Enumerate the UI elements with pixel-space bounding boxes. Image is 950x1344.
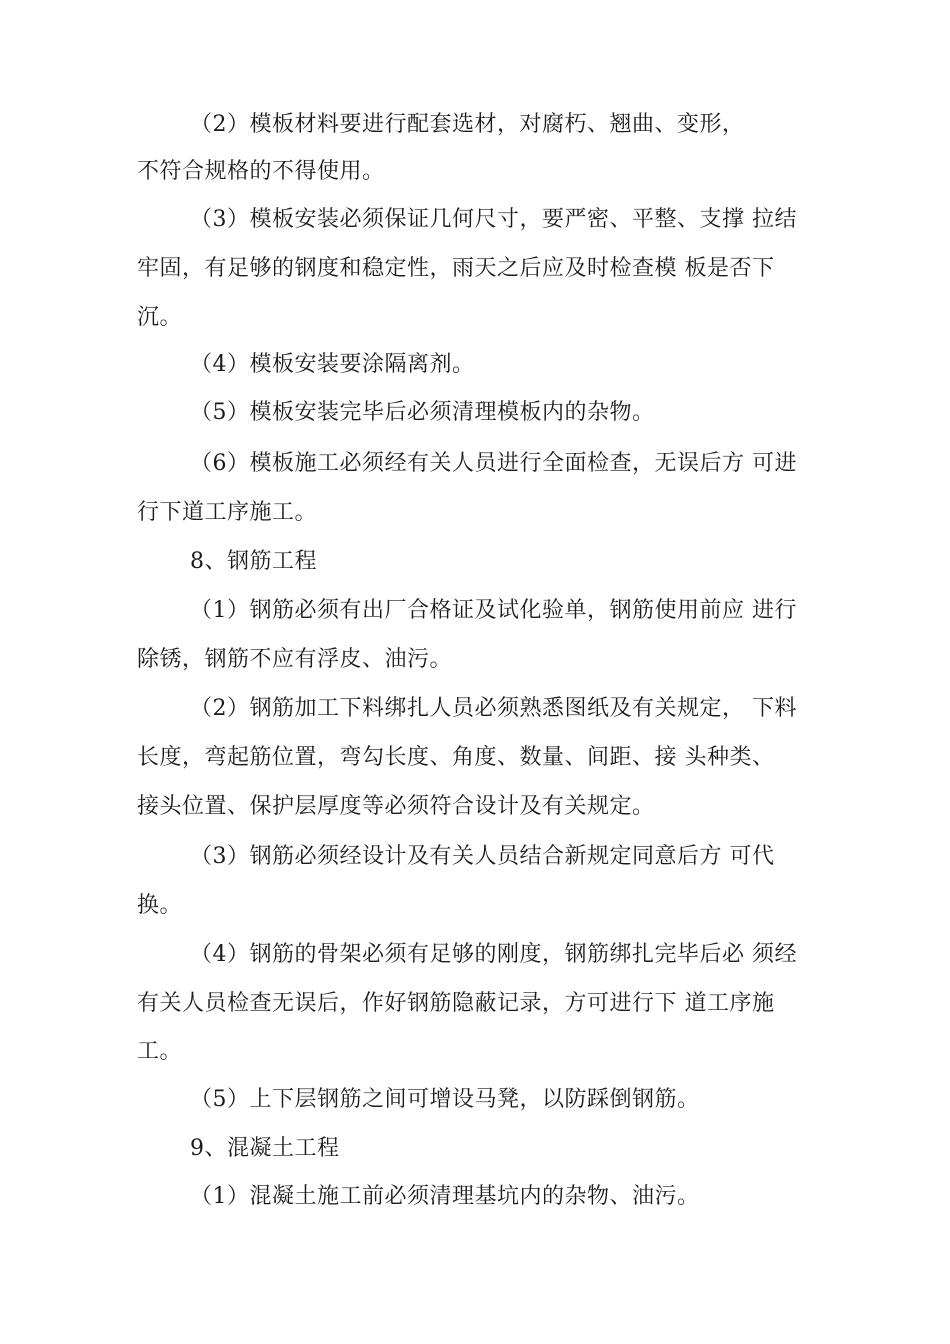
paragraph-line: （2）模板材料要进行配套选材，对腐朽、翘曲、变形， bbox=[190, 112, 745, 137]
paragraph-line: 不符合规格的不得使用。 bbox=[137, 159, 385, 184]
paragraph-line: 换。 bbox=[137, 893, 183, 918]
paragraph-line: 沉。 bbox=[137, 305, 183, 330]
paragraph-line: 工。 bbox=[137, 1039, 183, 1064]
paragraph-line: （3）钢筋必须经设计及有关人员结合新规定同意后方 可代 bbox=[190, 844, 775, 869]
paragraph-line: （5）上下层钢筋之间可增设马凳，以防踩倒钢筋。 bbox=[190, 1087, 700, 1112]
paragraph-line: （6）模板施工必须经有关人员进行全面检查，无误后方 可进 bbox=[190, 451, 797, 476]
section-heading: 8、钢筋工程 bbox=[190, 549, 317, 574]
paragraph-line: （1）钢筋必须有出厂合格证及试化验单，钢筋使用前应 进行 bbox=[190, 598, 797, 623]
paragraph-line: （2）钢筋加工下料绑扎人员必须熟悉图纸及有关规定， 下料 bbox=[190, 696, 797, 721]
paragraph-line: 有关人员检查无误后，作好钢筋隐蔽记录，方可进行下 道工序施 bbox=[137, 991, 775, 1016]
paragraph-line: 牢固，有足够的钢度和稳定性，雨天之后应及时检查模 板是否下 bbox=[137, 256, 775, 281]
paragraph-line: 除锈，钢筋不应有浮皮、油污。 bbox=[137, 647, 453, 672]
paragraph-line: 长度，弯起筋位置，弯勾长度、角度、数量、间距、接 头种类、 bbox=[137, 745, 775, 770]
paragraph-line: （1）混凝土施工前必须清理基坑内的杂物、油污。 bbox=[190, 1184, 700, 1209]
paragraph-line: 接头位置、保护层厚度等必须符合设计及有关规定。 bbox=[137, 794, 655, 819]
section-heading: 9、混凝土工程 bbox=[190, 1136, 340, 1161]
paragraph-line: （4）钢筋的骨架必须有足够的刚度，钢筋绑扎完毕后必 须经 bbox=[190, 942, 797, 967]
paragraph-line: 行下道工序施工。 bbox=[137, 500, 318, 525]
paragraph-line: （5）模板安装完毕后必须清理模板内的杂物。 bbox=[190, 400, 655, 425]
paragraph-line: （4）模板安装要涂隔离剂。 bbox=[190, 352, 475, 377]
paragraph-line: （3）模板安装必须保证几何尺寸，要严密、平整、支撑 拉结 bbox=[190, 207, 797, 232]
